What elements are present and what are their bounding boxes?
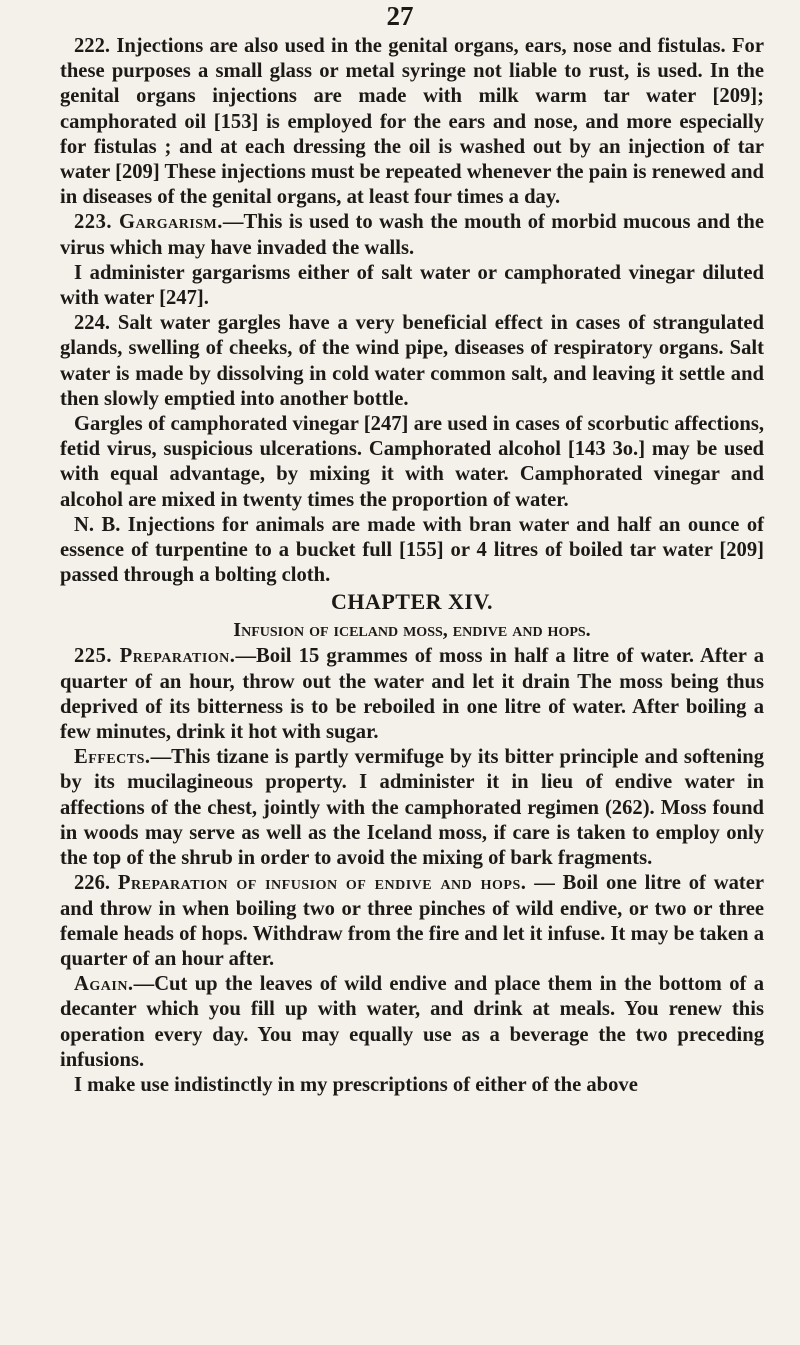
paragraph-nota-bene: N. B. Injections for animals are made with bran water and half an ounce of essence of turpentine to a bucket full [155] or 4 litres of boiled tar water [209] passed through a bolting cloth. [60, 513, 764, 587]
chapter-subtitle: Infusion of iceland moss, endive and hops. [233, 619, 591, 642]
paragraph-223-continued: I administer gargarisms either of salt water or camphorated vinegar diluted with water [247]. [60, 261, 764, 310]
paragraph-226-number: 226. [74, 872, 111, 895]
paragraph-225 [60, 644, 764, 745]
paragraph-226 [60, 871, 764, 972]
paragraph-226-text: — Boil one litre of water and throw in when boiling two or three pinches of wild endive, or two or three female heads of hops. Withdraw from the fire and let it infuse. It may be taken a quarter of an hour after. [60, 872, 765, 970]
section-heading-preparation: 225. Preparation. [74, 645, 236, 668]
page-body [60, 34, 764, 1098]
paragraph-224-gargles: Gargles of camphorated vinegar [247] are used in cases of scorbutic affections, fetid virus, suspicious ulcerations. Camphorated alcohol [143 3o.] may be used with equal advantage, by mixing it with water. Camphorated vinegar and alcohol are mixed in twenty times the proportion of water. [60, 413, 764, 511]
paragraph-222: 222. Injections are also used in the genital organs, ears, nose and fistulas. For these purposes a small glass or metal syringe not liable to rust, is used. In the genital organs injections are made with milk warm tar water [209]; camphorated oil [153] is employed for the ears and nose, and more especially for fistulas ; and at each dressing the oil is washed out by an injection of tar water [209] These injections must be repeated whenever the pain is renewed and in diseases of the genital organs, at least four times a day. [60, 35, 764, 209]
section-heading-effects: Effects. [74, 746, 151, 769]
paragraph-effects [60, 745, 764, 871]
paragraph-again-text: —Cut up the leaves of wild endive and place them in the bottom of a decanter which you fill up with water, and drink at meals. You renew this operation every day. You may equally use as a beverage the two preceding infusions. [60, 973, 764, 1071]
paragraph-224: 224. Salt water gargles have a very beneficial effect in cases of strangulated glands, swelling of cheeks, of the wind pipe, diseases of respiratory organs. Salt water is made by dissolving in cold water common salt, and leaving it settle and then slowly emptied into another bottle. [60, 312, 764, 410]
paragraph-223-text: —This is used to wash the mouth of morbid mucous and the virus which may have invaded the walls. [60, 211, 764, 259]
paragraph-last: I make use indistinctly in my prescriptions of either of the above [74, 1073, 638, 1096]
paragraph-225-text: —Boil 15 grammes of moss in half a litre of water. After a quarter of an hour, throw out the water and let it drain The moss being thus deprived of its bitterness is to be reboiled in one litre of water. After boiling a few minutes, drink it hot with sugar. [60, 645, 764, 744]
paragraph-223 [60, 210, 764, 260]
page-number: 27 [386, 1, 414, 31]
section-heading-infusion: Preparation of infusion of endive and hops. [117, 872, 527, 895]
section-heading-gargarism: 223. Gargarism. [74, 211, 223, 234]
section-heading-again: Again. [74, 973, 134, 996]
chapter-title: CHAPTER XIV. [330, 589, 494, 615]
paragraph-effects-text: —This tizane is partly vermifuge by its bitter principle and softening by its mucilagineous property. I administer it in lieu of endive water in affections of the chest, jointly with the camphorated regimen (262). Moss found in woods may serve as well as the Iceland moss, if care is taken to employ only the top of the shrub in order to avoid the mixing of bark fragments. [60, 746, 764, 870]
paragraph-again [60, 972, 764, 1073]
